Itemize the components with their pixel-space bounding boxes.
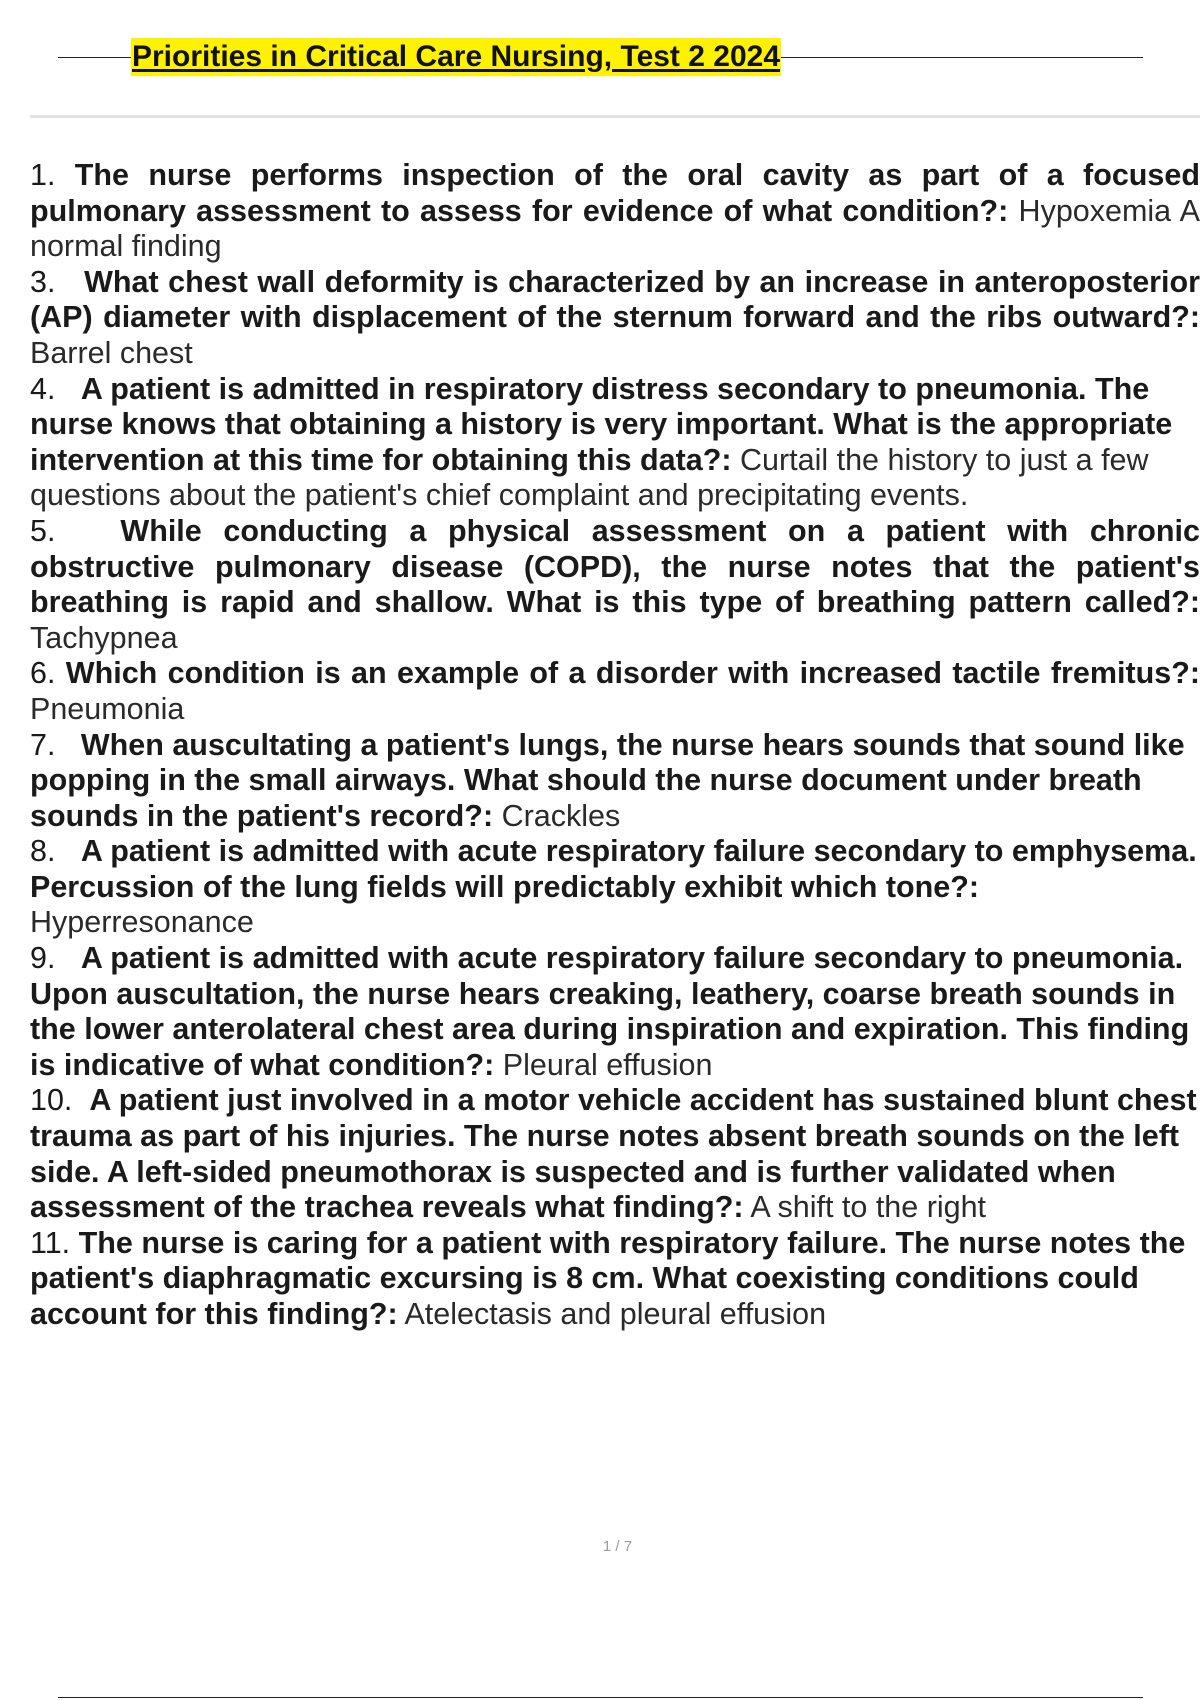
question-text: A patient just involved in a motor vehicle accident has sustained blunt chest trauma as part of his injuries. The nurse notes absent breath sounds on the left side. A left-sided pneumothorax is suspected and is further validated when assessment of the trachea reveals what finding?: xyxy=(30,1083,1197,1225)
question-number: 10. xyxy=(30,1083,73,1118)
question-text: Which condition is an example of a disorder with increased tactile fremitus?: xyxy=(65,656,1200,691)
question-item xyxy=(30,656,1200,727)
question-number: 5. xyxy=(30,513,56,548)
section-divider xyxy=(30,115,1200,118)
answer-text: A shift to the right xyxy=(750,1190,987,1225)
answer-text: Hypoxemia A normal finding xyxy=(30,193,1200,264)
question-item xyxy=(30,834,1200,941)
document-title: Priorities in Critical Care Nursing, Test 2 2024 xyxy=(131,38,781,76)
question-text: A patient is admitted with acute respiratory failure secondary to pneumonia. Upon auscultation, the nurse hears creaking, leathery, coarse breath sounds in the lower anterolateral chest area during inspiration and expiration. This finding is indicative of what condition?: xyxy=(30,941,1190,1082)
answer-text: Pleural effusion xyxy=(502,1047,713,1082)
answer-text: Hyperresonance xyxy=(30,905,254,940)
question-item xyxy=(30,941,1200,1083)
question-item xyxy=(30,1083,1200,1225)
question-item xyxy=(30,158,1200,265)
answer-text: Pneumonia xyxy=(30,691,185,726)
question-number: 8. xyxy=(30,834,56,869)
question-item xyxy=(30,728,1200,835)
answer-text: Tachypnea xyxy=(30,620,178,655)
question-item xyxy=(30,514,1200,656)
question-number: 7. xyxy=(30,727,56,762)
question-number: 11. xyxy=(30,1225,71,1260)
question-number: 4. xyxy=(30,371,56,406)
question-text: A patient is admitted in respiratory distress secondary to pneumonia. The nurse knows that obtaining a history is very important. What is the appropriate intervention at this time for obtaining this data?: xyxy=(30,371,1173,477)
question-number: 9. xyxy=(30,941,56,976)
footer-rule xyxy=(58,1697,1143,1698)
answer-text: Curtail the history to just a few questions about the patient's chief complaint and precipitating events. xyxy=(30,442,1149,513)
question-number: 6. xyxy=(30,656,56,691)
question-number: 3. xyxy=(30,264,56,299)
question-item xyxy=(30,265,1200,372)
answer-text: Crackles xyxy=(501,798,621,833)
question-text: A patient is admitted with acute respiratory failure secondary to emphysema. Percussion of the lung fields will predictably exhibit which tone?: xyxy=(30,834,1197,904)
question-text: The nurse is caring for a patient with respiratory failure. The nurse notes the patient's diaphragmatic excursing is 8 cm. What coexisting conditions could account for this finding?: xyxy=(30,1225,1186,1331)
question-text: While conducting a physical assessment on a patient with chronic obstructive pulmonary disease (COPD), the nurse notes that the patient's breathing is rapid and shallow. What is this type of breathing pattern called?: xyxy=(30,513,1200,620)
question-number: 1. xyxy=(30,158,56,192)
document-header xyxy=(58,38,1143,78)
answer-text: Barrel chest xyxy=(30,335,193,370)
question-text: The nurse performs inspection of the oral cavity as part of a focused pulmonary assessment to assess for evidence of what condition?: xyxy=(30,158,1200,228)
question-item xyxy=(30,1226,1200,1333)
answer-text: Atelectasis and pleural effusion xyxy=(404,1297,827,1331)
question-text: What chest wall deformity is characterized by an increase in anteroposterior (AP) diameter with displacement of the sternum forward and the ribs outward?: xyxy=(30,264,1200,335)
page-indicator: 1 / 7 xyxy=(602,1538,633,1555)
question-item xyxy=(30,372,1200,514)
question-text: When auscultating a patient's lungs, the nurse hears sounds that sound like popping in the small airways. What should the nurse document under breath sounds in the patient's record?: xyxy=(30,727,1185,833)
question-list xyxy=(30,158,1200,1333)
